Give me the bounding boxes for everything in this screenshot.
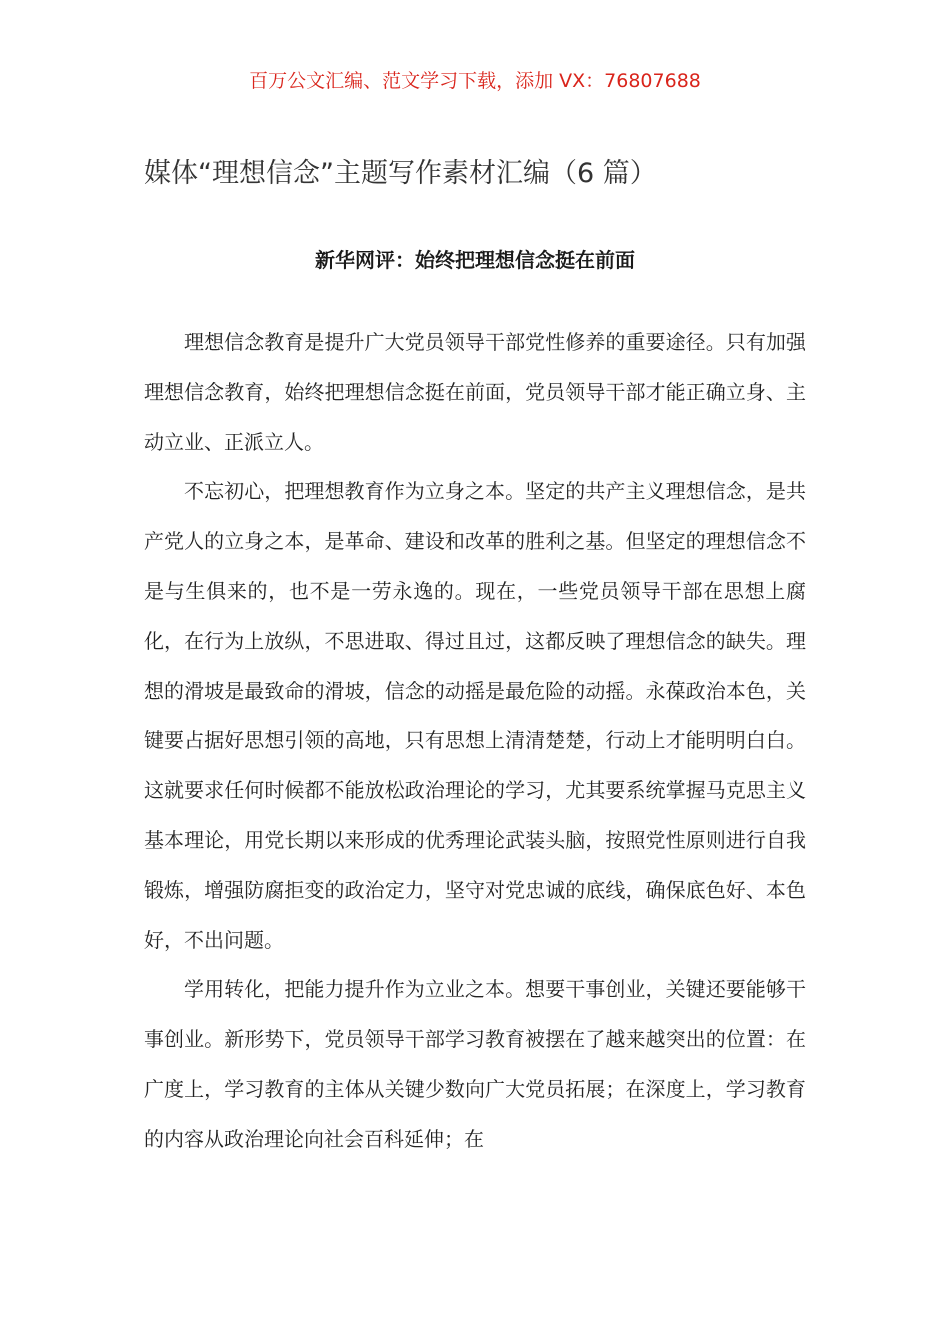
document-title: 媒体“理想信念”主题写作素材汇编（6 篇） bbox=[144, 158, 657, 189]
header-contact-note: 百万公文汇编、范文学习下载，添加 VX：76807688 bbox=[249, 70, 701, 92]
paragraph-2: 不忘初心，把理想教育作为立身之本。坚定的共产主义理想信念，是共产党人的立身之本，是革命、建设和改革的胜利之基。但坚定的理想信念不是与生俱来的，也不是一劳永逸的。现在，一些党员领导干部在思想上腐化，在行为上放纵，不思进取、得过且过，这都反映了理想信念的缺失。理想的滑坡是最致命的滑坡，信念的动摇是最危险的动摇。永葆政治本色，关键要占据好思想引领的高地，只有思想上清清楚楚，行动上才能明明白白。这就要求任何时候都不能放松政治理论的学习，尤其要系统掌握马克思主义基本理论，用党长期以来形成的优秀理论武装头脑，按照党性原则进行自我锻炼，增强防腐拒变的政治定力，坚守对党忠诚的底线，确保底色好、本色好，不出问题。 bbox=[144, 479, 806, 952]
paragraph-3: 学用转化，把能力提升作为立业之本。想要干事创业，关键还要能够干事创业。新形势下，党员领导干部学习教育被摆在了越来越突出的位置：在广度上，学习教育的主体从关键少数向广大党员拓展；在深度上，学习教育的内容从政治理论向社会百科延伸；在 bbox=[144, 977, 806, 1151]
article-body bbox=[144, 318, 806, 1165]
section-title: 新华网评：始终把理想信念挺在前面 bbox=[315, 248, 635, 272]
paragraph-1: 理想信念教育是提升广大党员领导干部党性修养的重要途径。只有加强理想信念教育，始终把理想信念挺在前面，党员领导干部才能正确立身、主动立业、正派立人。 bbox=[144, 330, 806, 454]
